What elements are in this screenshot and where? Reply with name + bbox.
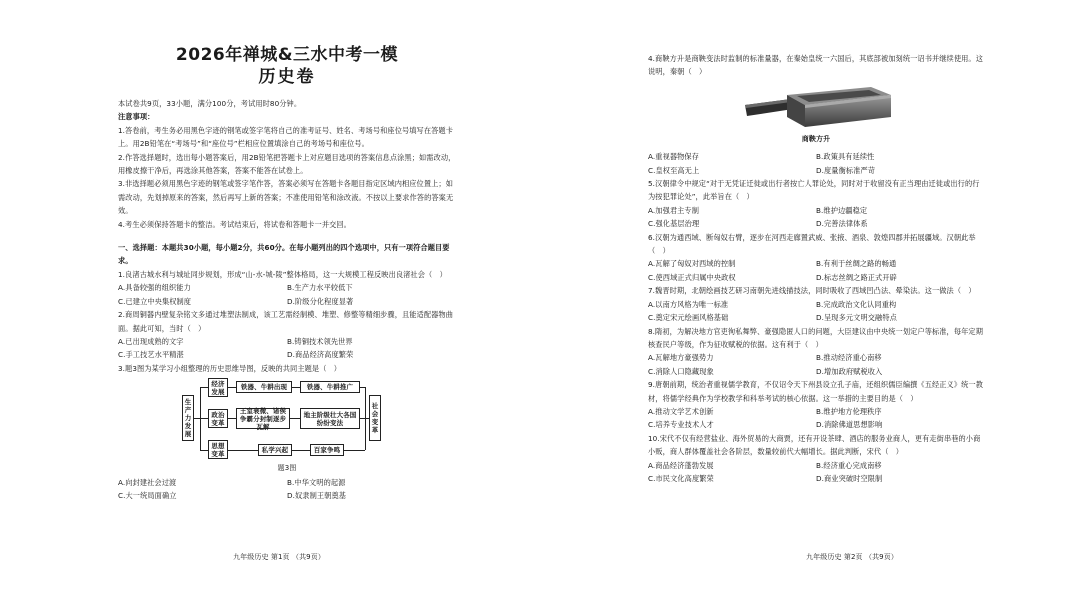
figure-caption: 题3图 xyxy=(277,464,297,473)
option-a: A.推动文学艺术创新 xyxy=(648,406,714,416)
question-6 xyxy=(648,231,984,285)
figure-caption: 商鞅方升 xyxy=(801,134,831,143)
question-stem: 9.唐朝前期，统治者重视儒学教育，不仅诏令天下州县设立孔子庙，还组织儒臣编撰《五经正义》统一教材，将儒学经典作为学校教学和科举考试的核心依据。这一举措的主要目的是（ ） xyxy=(648,380,983,403)
exam-subtitle: 历史卷 xyxy=(258,67,316,87)
notice-heading: 注意事项： xyxy=(118,112,155,122)
option-d: D.增加政府赋税收入 xyxy=(816,366,883,376)
option-d: D.呈现多元文明交融特点 xyxy=(816,313,897,323)
diagram-row-label: 思想变革 xyxy=(208,440,228,459)
question-2 xyxy=(118,308,456,362)
question-9 xyxy=(648,378,984,432)
question-stem: 2.商周铜器内壁复杂铭文多通过堆塑法制成，该工艺需经制模、堆塑、修整等精细步骤，且能适配器物曲面。据此可知，当时（ ） xyxy=(118,310,453,333)
mind-map-diagram xyxy=(182,378,382,460)
question-5 xyxy=(648,177,984,231)
diagram-right-label: 社会变革 xyxy=(369,395,381,441)
question-7 xyxy=(648,284,984,324)
option-c: C.消除人口隐藏现象 xyxy=(648,366,714,376)
notice-item: 2.作答选择题时，选出每小题答案后，用2B铅笔把答题卡上对应题目选项的答案信息点涂黑；如需改动，用橡皮擦干净后，再选涂其他答案，答案不能答在试卷上。 xyxy=(118,152,456,176)
bronze-measure-illustration xyxy=(743,85,893,131)
option-b: B.完成政治文化认同重构 xyxy=(816,299,897,309)
option-a: A.加强君主专制 xyxy=(648,205,700,215)
question-stem: 5.汉朝律令中规定“对于无凭证迁徙或出行者按亡人罪论处，同时对于收留没有正当理由迁徙或出行的行为按犯罪论处”，此举旨在（ ） xyxy=(648,179,980,202)
question-stem: 4.商鞅方升是商鞅变法时监制的标准量器，在秦始皇统一六国后，其底部被加刻统一诏书并继续使用。这说明，秦朝（ ） xyxy=(648,54,983,77)
option-c: C.市民文化高度繁荣 xyxy=(648,473,714,483)
question-stem: 10.宋代不仅有经营盐业、海外贸易的大商贾，还有开设茶肆、酒店的服务业商人，更有走街串巷的小商小贩，商人群体覆盖社会各阶层，数量较前代大幅增长。据此判断，宋代（ ） xyxy=(648,433,981,457)
question-stem: 1.良渚古城水利与城址同步规划，形成“山-水-城-陵”整体格局，这一大规模工程反映出良渚社会（ ） xyxy=(118,269,447,279)
exam-page-1 xyxy=(118,0,456,608)
option-b: B.生产力水平较低下 xyxy=(287,283,353,293)
option-a: A.重视器物保存 xyxy=(648,152,700,162)
diagram-left-label: 生产力发展 xyxy=(182,395,194,441)
option-c: C.已建立中央集权制度 xyxy=(118,296,192,306)
option-b: B.推动经济重心南移 xyxy=(816,353,882,363)
option-b: B.有利于丝绸之路的畅通 xyxy=(816,259,897,269)
option-c: C.大一统局面确立 xyxy=(118,490,177,500)
option-b: B.维护边疆稳定 xyxy=(816,205,868,215)
question-4 xyxy=(648,52,984,177)
question-stem: 3.题3图为某学习小组整理的历史思维导图，反映的共同主题是（ ） xyxy=(118,363,342,373)
option-b: B.经济重心完成南移 xyxy=(816,460,882,470)
diagram-item: 私学兴起 xyxy=(258,444,292,456)
option-c: C.奠定宋元绘画风格基础 xyxy=(648,313,729,323)
option-b: B.中华文明的起源 xyxy=(287,477,346,487)
option-c: C.皇权至高无上 xyxy=(648,165,700,175)
option-b: B.维护地方伦理秩序 xyxy=(816,406,882,416)
diagram-row-label: 经济发展 xyxy=(208,378,228,397)
diagram-item: 铁器、牛耕推广 xyxy=(300,381,360,393)
option-c: C.强化基层治理 xyxy=(648,219,700,229)
option-a: A.商品经济蓬勃发展 xyxy=(648,460,714,470)
question-3 xyxy=(118,362,456,503)
option-d: D.标志丝绸之路正式开辟 xyxy=(816,272,897,282)
option-a: A.具备较强的组织能力 xyxy=(118,283,191,293)
exam-intro: 本试卷共9页，33小题，满分100分，考试用时80分钟。 xyxy=(118,99,302,108)
option-d: D.度量衡标准严苛 xyxy=(816,165,876,175)
diagram-item: 王室衰微、诸侯争霸分封制逐步瓦解 xyxy=(236,408,290,429)
diagram-item: 地主阶级壮大各国纷纷变法 xyxy=(300,408,360,429)
option-d: D.商品经济高度繁荣 xyxy=(287,350,354,360)
option-a: A.向封建社会过渡 xyxy=(118,477,177,487)
option-d: D.商业突破时空限制 xyxy=(816,473,883,483)
diagram-row-label: 政治变革 xyxy=(208,409,228,428)
exam-title: 2026年禅城&三水中考一模 xyxy=(175,45,399,65)
option-c: C.使西域正式归属中央政权 xyxy=(648,272,736,282)
option-c: C.培养专业技术人才 xyxy=(648,420,714,430)
section-heading: 一、选择题：本题共30小题，每小题2分，共60分。在每小题列出的四个选项中，只有一项符合题目要求。 xyxy=(118,243,450,266)
page-footer: 九年级历史 第1页 （共9页） xyxy=(233,553,325,561)
option-d: D.完善法律体系 xyxy=(816,219,868,229)
question-stem: 7.魏晋时期，北朝绘画技艺研习南朝先进线描技法，同时吸收了西域凹凸法、晕染法。这一做法（ ） xyxy=(648,286,976,296)
notice-item: 1.答卷前，考生务必用黑色字迹的钢笔或签字笔将自己的准考证号、姓名、考场号和座位号填写在答题卡上。用2B铅笔在“考场号”和“座位号”栏相应位置填涂自己的考场号和座位号。 xyxy=(118,125,453,149)
diagram-item: 百家争鸣 xyxy=(310,444,344,456)
option-b: B.铸铜技术领先世界 xyxy=(287,336,353,346)
question-10 xyxy=(648,432,984,486)
option-d: D.消除佛道思想影响 xyxy=(816,420,883,430)
exam-page-2 xyxy=(648,0,984,608)
option-a: A.瓦解了匈奴对西域的控制 xyxy=(648,259,736,269)
question-stem: 8.隋初，为解决地方官吏徇私舞弊、豪强隐匿人口的问题，大臣建议由中央统一划定户等标准，每年定期核查民户等级，作为征收赋税的依据。这有利于（ ） xyxy=(648,326,983,349)
question-8 xyxy=(648,325,984,379)
option-a: A.瓦解地方豪强势力 xyxy=(648,353,714,363)
notice-item: 3.非选择题必须用黑色字迹的钢笔或签字笔作答，答案必须写在答题卡各题目指定区域内相应位置上；如需改动，先划掉原来的答案，然后再写上新的答案；不准使用铅笔和涂改液。不按以上要求作答的答案无效。 xyxy=(118,179,454,216)
notice-item: 4.考生必须保持答题卡的整洁。考试结束后，将试卷和答题卡一并交回。 xyxy=(118,219,351,229)
diagram-item: 铁器、牛耕出现 xyxy=(236,381,292,393)
option-a: A.以南方风格为唯一标准 xyxy=(648,299,729,309)
option-d: D.奴隶制王朝奠基 xyxy=(287,490,347,500)
page-footer: 九年级历史 第2页 （共9页） xyxy=(806,553,898,561)
question-stem: 6.汉朝为通西域、断匈奴右臂，逐步在河西走廊置武威、张掖、酒泉、敦煌四郡并拓展疆域。汉朝此举（ ） xyxy=(648,232,976,256)
question-1 xyxy=(118,268,456,308)
option-b: B.政策具有延续性 xyxy=(816,152,875,162)
option-d: D.阶级分化程度显著 xyxy=(287,296,354,306)
bronze-measure-image xyxy=(743,85,893,131)
option-c: C.手工技艺水平精湛 xyxy=(118,350,184,360)
option-a: A.已出现成熟的文字 xyxy=(118,336,184,346)
